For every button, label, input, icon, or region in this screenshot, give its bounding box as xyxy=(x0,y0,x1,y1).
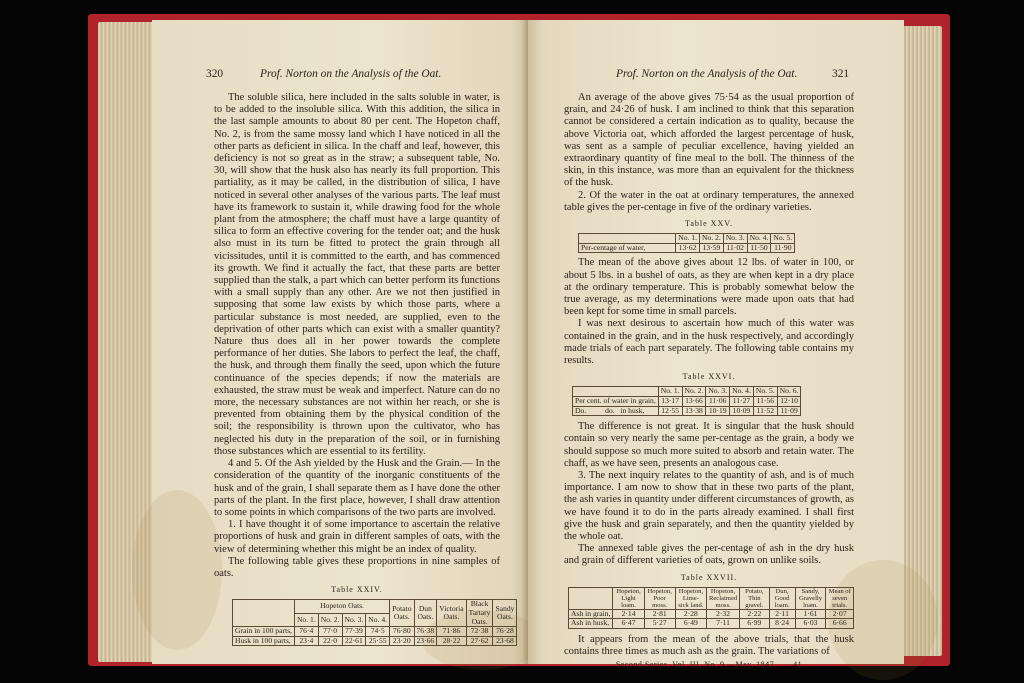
table-col-header: No. 4. xyxy=(730,387,754,397)
right-body xyxy=(564,92,854,672)
table-col-header: Sandy, Gravelly loam. xyxy=(795,587,826,609)
table-cell: 2·22 xyxy=(740,609,769,619)
table-header-row xyxy=(569,587,854,609)
table-col-header: No. 6. xyxy=(777,387,801,397)
table-cell: 23·66 xyxy=(414,636,437,646)
footer-signature: 41 xyxy=(793,660,803,670)
table-cell: 13·62 xyxy=(676,243,700,253)
paragraph: 4 and 5. Of the Ash yielded by the Husk and the Grain.— In the consideration of the quantity of the inorganic constituents of the husk and of the grain, I shall separate them as I have done the other parts of the plant. In the first place, however, I shall draw attention to some points in which comparisons of the two parts are involved. xyxy=(214,458,500,518)
table-col-header: Hopeton, Reclaimed moss. xyxy=(706,587,739,609)
footer-series: Second Series, Vol. III, No. 9.—May, 1847. xyxy=(615,660,777,670)
table-col-header: No. 2. xyxy=(700,234,724,244)
table-cell: 23·20 xyxy=(390,636,414,646)
table-caption: Table XXV. xyxy=(685,219,733,229)
table-cell: 2·81 xyxy=(644,609,675,619)
table-cell: 2·11 xyxy=(769,609,795,619)
table-col-header: No. 4. xyxy=(366,613,390,626)
table-col-header: Black Tartary Oats. xyxy=(466,600,493,627)
row-label: Husk in 100 parts, xyxy=(233,636,295,646)
table-col-header: Mean of seven trials. xyxy=(826,587,854,609)
table-col-header: No. 5. xyxy=(771,234,795,244)
table-col-header: Hopeton, Light loam. xyxy=(613,587,644,609)
table-col-header: Potato Oats. xyxy=(390,600,414,627)
table-cell: 27·62 xyxy=(466,636,493,646)
table-cell: 12·10 xyxy=(777,397,801,407)
table-cell: 12·55 xyxy=(658,406,682,416)
table-cell: 10·09 xyxy=(730,406,754,416)
page-stain xyxy=(132,490,222,650)
table-cell: 13·66 xyxy=(682,397,706,407)
paragraph: I was next desirous to ascertain how much of this water was contained in the grain, and in the husk respectively, and accordingly made trials of each part separately. The following table contains my results. xyxy=(564,318,854,367)
table-caption: Table XXIV. xyxy=(331,585,383,595)
table-row xyxy=(573,397,801,407)
table-cell: 6·99 xyxy=(740,619,769,629)
table-cell: 76·4 xyxy=(294,627,318,637)
table-xxv xyxy=(578,233,795,253)
table-cell: 76·38 xyxy=(414,627,437,637)
right-page xyxy=(528,20,904,670)
table-row xyxy=(233,636,517,646)
row-label: Do. do. in husk, xyxy=(573,406,659,416)
table-caption: Table XXVI. xyxy=(682,372,736,382)
table-cell: 2·14 xyxy=(613,609,644,619)
table-cell: 76·28 xyxy=(493,627,517,637)
table-cell: 22·61 xyxy=(342,636,366,646)
page-edges-right xyxy=(900,26,942,656)
table-cell: 74·5 xyxy=(366,627,390,637)
table-group-header: Hopeton Oats. xyxy=(294,600,389,613)
table-cell: 6·66 xyxy=(826,619,854,629)
right-page-number: 321 xyxy=(832,68,850,80)
table-row xyxy=(569,619,854,629)
table-corner xyxy=(569,587,613,609)
table-cell: 6·49 xyxy=(675,619,706,629)
table-cell: 6·47 xyxy=(613,619,644,629)
table-col-header: No. 3. xyxy=(723,234,747,244)
table-col-header: Hopeton, Poor moss. xyxy=(644,587,675,609)
table-cell: 11·27 xyxy=(730,397,754,407)
paragraph: An average of the above gives 75·54 as the usual proportion of grain, and 24·26 of husk. I am inclined to think that this separation cannot be considered a certain indication as to quality, because the above Victoria oat, which afforded the largest percentage of husk, was sent as a sample of peculiar excellence, having yielded an extraordinary quantity of fine meal to the boll. The thinness of the skin, in this instance, was more than an equivalent for the thickness of the husk. xyxy=(564,92,854,189)
table-cell: 2·28 xyxy=(675,609,706,619)
paragraph: 2. Of the water in the oat at ordinary temperatures, the annexed table gives the per-centage in five of the ordinary varieties. xyxy=(564,189,854,213)
table-cell: 2·32 xyxy=(706,609,739,619)
table-cell: 23·68 xyxy=(493,636,517,646)
table-col-header: No. 3. xyxy=(706,387,730,397)
table-cell: 13·38 xyxy=(682,406,706,416)
row-label: Ash in grain, xyxy=(569,609,613,619)
page-footer xyxy=(564,659,854,671)
table-col-header: No. 3. xyxy=(342,613,366,626)
table-header-row xyxy=(579,234,795,244)
table-corner xyxy=(579,234,676,244)
table-col-header: No. 1. xyxy=(676,234,700,244)
table-cell: 71·86 xyxy=(437,627,466,637)
table-col-header: Potato, Thin gravel. xyxy=(740,587,769,609)
table-caption: Table XXVII. xyxy=(680,572,738,582)
table-cell: 23·4 xyxy=(294,636,318,646)
paragraph: The following table gives these proportions in nine samples of oats. xyxy=(214,555,500,579)
table-xxvii xyxy=(568,587,854,629)
table-col-header: Sandy Oats. xyxy=(493,600,517,627)
table-cell: 11·52 xyxy=(753,406,777,416)
table-col-header: Hopeton, Lime-sick land. xyxy=(675,587,706,609)
right-header-title: Prof. Norton on the Analysis of the Oat. xyxy=(616,68,798,80)
table-cell: 10·19 xyxy=(706,406,730,416)
table-cell: 5·27 xyxy=(644,619,675,629)
row-label: Ash in husk, xyxy=(569,619,613,629)
table-cell: 1·61 xyxy=(795,609,826,619)
table-cell: 2·07 xyxy=(826,609,854,619)
table-row xyxy=(233,627,517,637)
table-cell: 11·56 xyxy=(753,397,777,407)
table-cell: 11·50 xyxy=(747,243,771,253)
table-cell: 6·03 xyxy=(795,619,826,629)
paragraph: The soluble silica, here included in the salts soluble in water, is to be added to the insoluble silica. With this addition, the silica in the last sample amounts to about 80 per cent. The Hopeton chaff, No. 2, is from the same mossy land which I have noticed in all the other parts as deficient in silica. In the chaff and leaf, however, this deficiency is not so great as in the straw; a subsequent table, No. 30, will show that the husk also has nearly its full proportion. This partiality, as it may be called, in the distribution of silica, I have noticed in several other analyses of the various parts. The leaf must have its framework to sustain it, while drawing food for the whole plant from the atmosphere; the chaff must have a large quantity of silica to form an effective covering for the tender oat; and the husk also must in its turn be fitted to protect the grain through all vicissitudes, until it is committed to the earth, and has commenced its growth. We find it actually the fact, that these parts are better supplied than the stalk, a part which can better perform its functions with a small supply than any other. Are we not then justified in supposing that some law exists by which those parts, where a particular substance is most needed, are supplied, even to the deprivation of other parts which can exist with a smaller quantity? Nature thus does all in her power towards the complete performance of her duties. She labors to perfect the leaf, the chaff, the husk, and through them finally the seed, upon which the future continuance of the species depends; if now the materials are exhausted, the straw must be weak and imperfect. Nature can do no more, the necessary substances are not within her reach, or she is prevented from obtaining them by the physical condition of the soil; the responsibility is thrown upon the cultivator, who has neglected his duty in the preparation of the soil, or in furnishing those substances which are essential to its fertility. xyxy=(214,92,500,457)
left-body xyxy=(214,92,515,646)
table-col-header: No. 5. xyxy=(753,387,777,397)
table-col-header: No. 4. xyxy=(747,234,771,244)
table-col-header: Victoria Oats. xyxy=(437,600,466,627)
left-header-title: Prof. Norton on the Analysis of the Oat. xyxy=(260,68,442,80)
table-col-header: Dun Oats. xyxy=(414,600,437,627)
table-cell: 77·0 xyxy=(318,627,342,637)
paragraph: 3. The next inquiry relates to the quantity of ash, and is of much importance. I am now to show that in these two parts of the plant, the ash varies in quantity under different circumstances of growth, as we have found it to do in the parts already examined. I shall first give the husk and grain separately, and then the quantity yielded by the whole oat. xyxy=(564,470,854,543)
table-cell: 22·0 xyxy=(318,636,342,646)
paragraph: 1. I have thought it of some importance to ascertain the relative proportions of husk and grain in different samples of oats, with the view of determining whether this might be an index of quality. xyxy=(214,519,500,555)
table-cell: 13·17 xyxy=(658,397,682,407)
table-col-header: No. 1. xyxy=(658,387,682,397)
table-col-header: No. 2. xyxy=(318,613,342,626)
left-page-number: 320 xyxy=(206,68,224,80)
table-col-header: Dun, Good loam. xyxy=(769,587,795,609)
table-cell: 7·11 xyxy=(706,619,739,629)
paragraph: The difference is not great. It is singular that the husk should contain so very nearly the same per-centage as the grain, a body we should suppose so much more suited to absorb and retain water. The chaff, as we have seen, presents an analogous case. xyxy=(564,421,854,469)
table-cell: 25·55 xyxy=(366,636,390,646)
paragraph: It appears from the mean of the above trials, that the husk contains three times as much ash as the grain. The variations of xyxy=(564,634,854,658)
table-cell: 77·39 xyxy=(342,627,366,637)
paragraph: The annexed table gives the per-centage of ash in the dry husk and grain of different varieties of oats, grown on unlike soils. xyxy=(564,543,854,567)
table-cell: 76·80 xyxy=(390,627,414,637)
table-row xyxy=(573,406,801,416)
left-page xyxy=(152,20,528,664)
table-cell: 28·22 xyxy=(437,636,466,646)
row-label: Per cent. of water in grain, xyxy=(573,397,659,407)
table-corner xyxy=(233,600,295,627)
table-col-header: No. 1. xyxy=(294,613,318,626)
table-cell: 13·59 xyxy=(700,243,724,253)
table-header-row xyxy=(233,600,517,613)
table-row xyxy=(579,243,795,253)
table-xxvi xyxy=(572,386,801,416)
table-cell: 8·24 xyxy=(769,619,795,629)
table-cell: 11·06 xyxy=(706,397,730,407)
paragraph: The mean of the above gives about 12 lbs. of water in 100, or about 5 lbs. in a bushel of oats, as they are when kept in a dry place at the ordinary temperature. This is probably somewhat below the true average, as my determinations were made upon oats that had been kept for some time in small parcels. xyxy=(564,257,854,318)
table-xxiv xyxy=(232,599,517,646)
table-cell: 72·38 xyxy=(466,627,493,637)
table-col-header: No. 2. xyxy=(682,387,706,397)
row-label: Per-centage of water, xyxy=(579,243,676,253)
table-cell: 11·90 xyxy=(771,243,795,253)
table-cell: 11·09 xyxy=(777,406,801,416)
table-cell: 11·02 xyxy=(723,243,747,253)
row-label: Grain in 100 parts, xyxy=(233,627,295,637)
